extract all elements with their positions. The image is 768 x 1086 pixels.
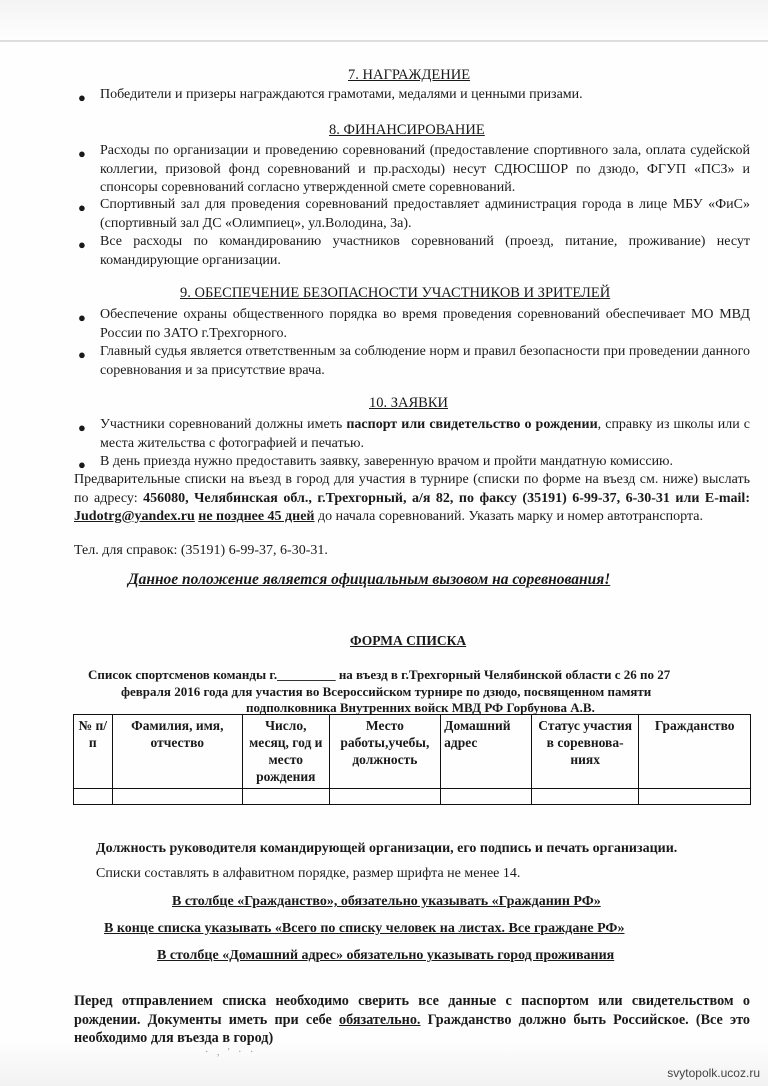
sec8-item-3: Все расходы по командированию участников соревнований (проезд, питание, проживание) несут командирующие организации. — [100, 234, 750, 268]
table-row — [74, 789, 751, 805]
table-cell[interactable] — [639, 789, 751, 805]
sec8-item-1: Расходы по организации и проведению соревнований (предоставление спортивного зала, оплата судейской коллегии, призовой фонд соревнований и пр.расходы) несут СДЮСШОР по дзюдо, ФГУП «ПСЗ» и спонсоры соревнований согласно утвержденной смете соревнований. — [100, 143, 750, 195]
bullet-icon: ● — [78, 90, 86, 105]
bullet-icon: ● — [78, 310, 86, 325]
scan-specks: · , ' · · — [205, 1047, 257, 1058]
alphabetical-note: Списки составлять в алфавитном порядке, размер шрифта не менее 14. — [96, 866, 521, 881]
sec9-item-1: Обеспечение охраны общественного порядка во время проведения соревнований обеспечивает МО МВД России по ЗАТО г.Трехгорного. — [100, 307, 750, 341]
bullet-icon: ● — [78, 146, 86, 161]
col-address: Домашний адрес — [441, 715, 532, 789]
col-full-name: Фамилия, имя, отчество — [112, 715, 242, 789]
form-title: ФОРМА СПИСКА — [350, 633, 467, 648]
section-8-title: 8. ФИНАНСИРОВАНИЕ — [329, 122, 485, 138]
col-status: Статус участия в соревнова-ниях — [531, 715, 638, 789]
list-total-note: В конце списка указывать «Всего по списку человек на листах. Все граждане РФ» — [104, 921, 625, 936]
sec9-item-2: Главный судья является ответственным за соблюдение норм и правил безопасности при проведении данного соревнования и за присутствие врача. — [100, 344, 750, 378]
section-9-title: 9. ОБЕСПЕЧЕНИЕ БЕЗОПАСНОСТИ УЧАСТНИКОВ И ЗРИТЕЛЕЙ — [180, 285, 611, 301]
col-work: Место работы,учебы, должность — [329, 715, 441, 789]
form-intro-line-3: подполковника Внутренних войск МВД РФ Горбунова А.В. — [246, 700, 595, 715]
scan-edge — [0, 40, 768, 42]
form-intro-line-2: февраля 2016 года для участия во Всероссийском турнире по дзюдо, посвященном памяти — [121, 684, 652, 699]
home-address-column-note: В столбце «Домашний адрес» обязательно указывать город проживания — [157, 948, 615, 963]
table-header-row — [74, 715, 751, 789]
sec10-item-1: Участники соревнований должны иметь паспорт или свидетельство о рождении, справку из школы или с места жительства с фотографией и печатью. — [100, 417, 750, 451]
col-number: № п/п — [74, 715, 113, 789]
table-cell[interactable] — [531, 789, 638, 805]
citizenship-column-note: В столбце «Гражданство», обязательно указывать «Гражданин РФ» — [172, 894, 601, 909]
bullet-icon: ● — [78, 200, 86, 215]
table-cell[interactable] — [74, 789, 113, 805]
sec8-item-2: Спортивный зал для проведения соревнований предоставляет администрация города в лице МБУ «ФиС» (спортивный зал ДС «Олимпиец», ул.Володина, 3а). — [100, 197, 750, 231]
table-cell[interactable] — [242, 789, 329, 805]
participants-form-table — [73, 714, 751, 805]
section-7-title: 7. НАГРАЖДЕНИЕ — [348, 67, 471, 83]
applications-paragraph: Предварительные списки на въезд в город для участия в турнире (списки по форме на въезд см. ниже) выслать по адресу: 456080, Челябинская обл., г.Трехгорный, а/я 82, по факсу (35191) 6-99-37, 6-30-31 или E-mail: Judotrg@yandex.ru не позднее 45 дней до начала соревнований. Указать марку и номер автотранспорта. — [74, 472, 750, 524]
sec7-item-1: Победители и призеры награждаются грамотами, медалями и ценными призами. — [100, 87, 583, 102]
bullet-icon: ● — [78, 347, 86, 362]
col-citizenship: Гражданство — [639, 715, 751, 789]
final-note: Перед отправлением списка необходимо сверить все данные с паспортом или свидетельством о рождении. Документы иметь при себе обязательно. Гражданство должно быть Российское. (Все это необходимо для въезда в город) — [74, 993, 750, 1046]
head-signature-note: Должность руководителя командирующей организации, его подпись и печать организации. — [96, 841, 678, 856]
bullet-icon: ● — [78, 420, 86, 435]
email-link[interactable]: Judotrg@yandex.ru — [74, 509, 195, 524]
col-birth: Число, месяц, год и место рождения — [242, 715, 329, 789]
bullet-icon: ● — [78, 237, 86, 252]
sec10-item-2: В день приезда нужно предоставить заявку, заверенную врачом и пройти мандатную комиссию. — [100, 454, 674, 469]
phone-line: Тел. для справок: (35191) 6-99-37, 6-30-31. — [74, 543, 328, 558]
section-10-title: 10. ЗАЯВКИ — [369, 395, 448, 411]
form-intro-line-1: Список спортсменов команды г._________ на въезд в г.Трехгорный Челябинской области с 26 по 27 — [88, 667, 671, 682]
site-watermark: svytopolk.ucoz.ru — [667, 1066, 760, 1080]
table-cell[interactable] — [112, 789, 242, 805]
bullet-icon: ● — [78, 457, 86, 472]
table-cell[interactable] — [441, 789, 532, 805]
table-cell[interactable] — [329, 789, 441, 805]
official-notice: Данное положение является официальным вызовом на соревнования! — [128, 571, 611, 588]
